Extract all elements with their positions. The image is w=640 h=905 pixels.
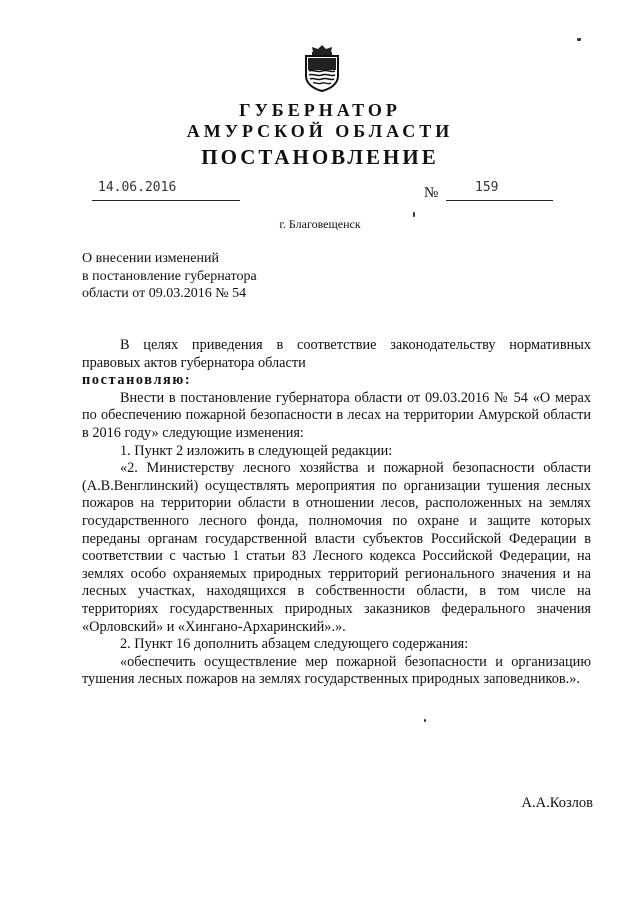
document-subject [82, 250, 257, 303]
number-underline [446, 200, 553, 201]
amur-oblast-coat-of-arms-icon [303, 44, 341, 92]
header-region: АМУРСКОЙ ОБЛАСТИ [186, 121, 454, 141]
preamble-paragraph: В целях приведения в соответствие законодательству нормативных правовых актов губернатора области [82, 337, 591, 371]
date-underline [92, 200, 240, 201]
intro-paragraph: Внести в постановление губернатора области от 09.03.2016 № 54 «О мерах по обеспечению пожарной безопасности в лесах на территории Амурской области в 2016 году» следующие изменения: [82, 389, 591, 441]
item2-text: «обеспечить осуществление мер пожарной безопасности и организацию тушения лесных пожаров на землях государственных природных заповедников.». [82, 653, 591, 688]
document-number: 159 [475, 180, 499, 195]
document-body [82, 337, 591, 689]
item1-text: «2. Министерству лесного хозяйства и пожарной безопасности области (А.В.Венглинский) осуществлять мероприятия по организации тушения лесных пожаров на территории области в отношении лесов, расположенных на землях государственного лесного фонда, полномочия по охране и защите которых переданы органам государственной власти субъектов Российской Федерации в соответствии с частью 1 статьи 83 Лесного кодекса Российской Федерации, на землях особо охраняемых природных территорий регионального значения и на лесных участках, находящихся в собственности области, в том числе на территориях государственных природных заказников федерального значения «Орловский» и «Хингано-Архаринский».». [82, 460, 591, 635]
document-type-title: ПОСТАНОВЛЕНИЕ [201, 145, 439, 169]
decree-word: постановляю: [82, 372, 192, 389]
header-governor: ГУБЕРНАТОР [239, 100, 401, 120]
item2-title: 2. Пункт 16 дополнить абзацем следующего содержания: [120, 636, 469, 653]
scan-speck [413, 212, 415, 217]
subject-line: О внесении изменений [82, 251, 219, 266]
document-date: 14.06.2016 [98, 180, 177, 195]
subject-line: в постановление губернатора [82, 268, 257, 284]
subject-line: области от 09.03.2016 № 54 [82, 286, 247, 301]
number-label: № [424, 185, 439, 201]
item1-title: 1. Пункт 2 изложить в следующей редакции: [120, 442, 393, 459]
scan-speck [424, 719, 426, 722]
document-city: г. Благовещенск [279, 217, 361, 231]
signature-name: А.А.Козлов [521, 795, 593, 811]
scan-speck [577, 38, 581, 41]
